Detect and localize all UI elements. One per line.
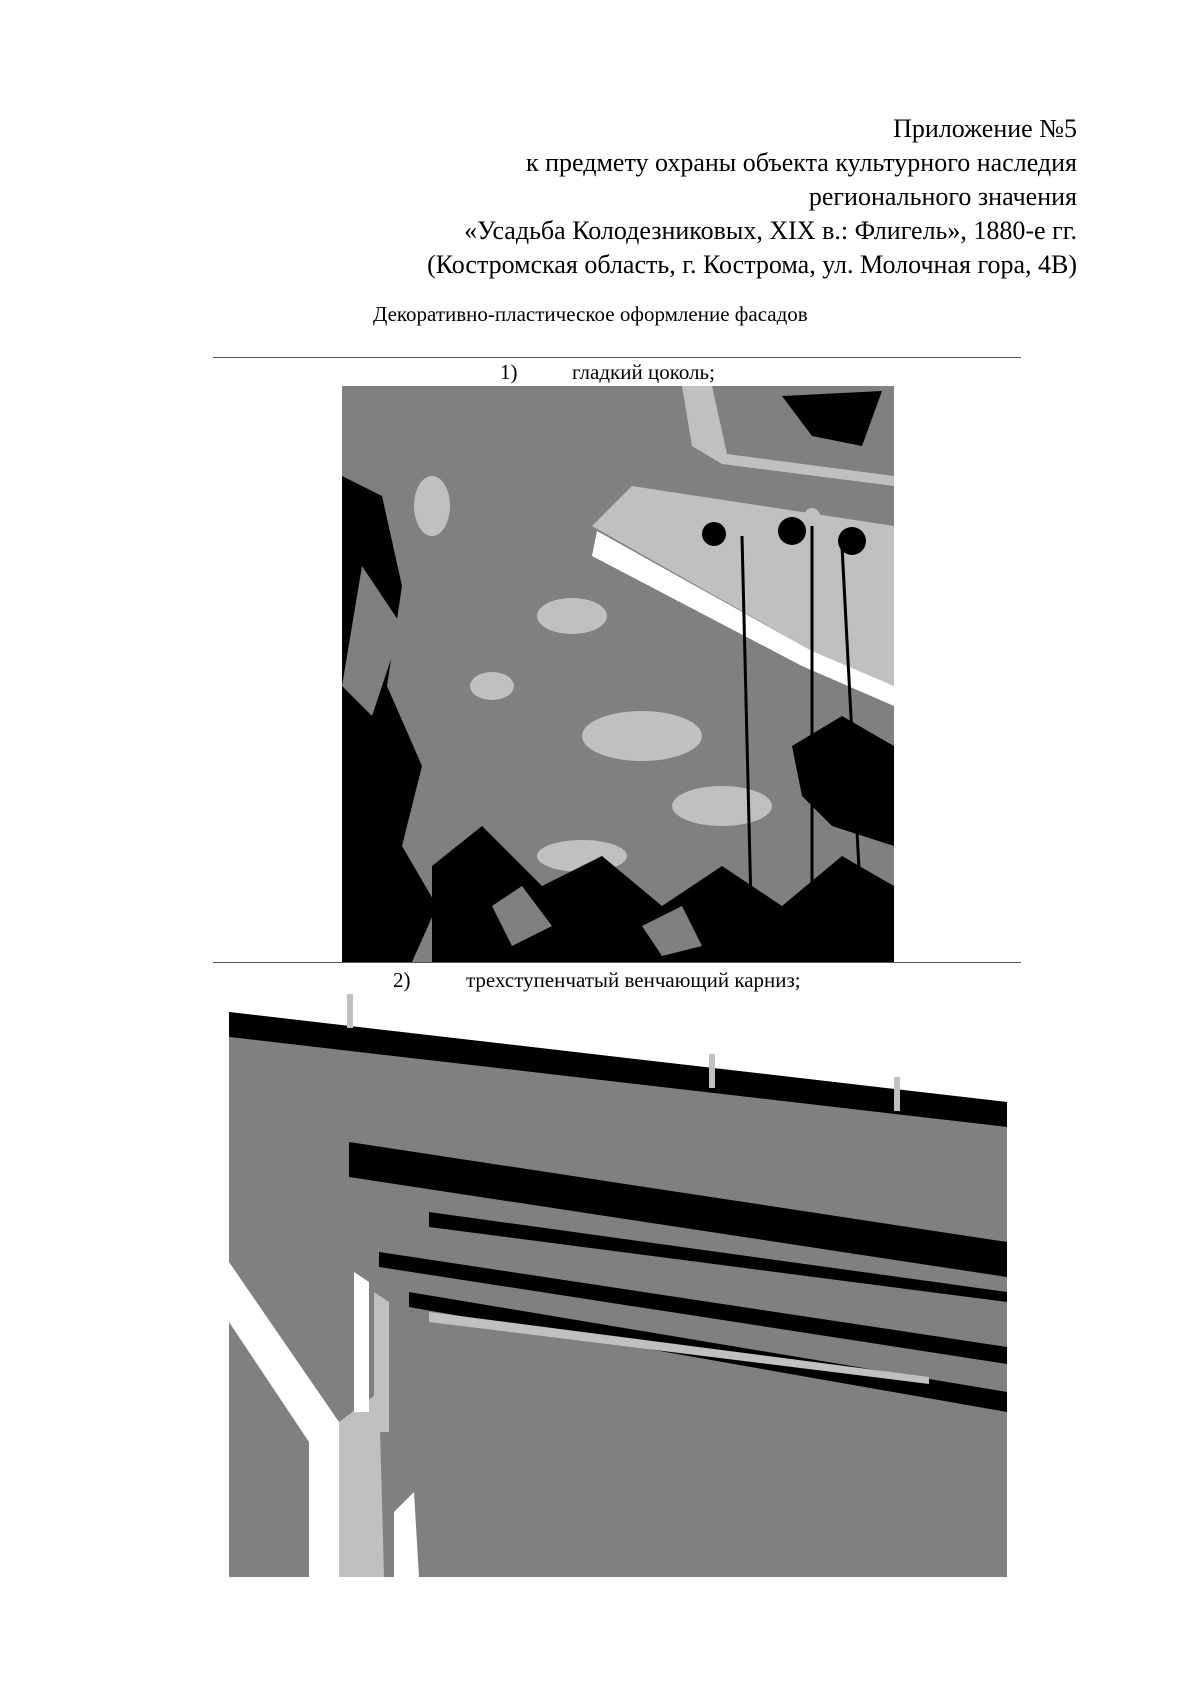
photo-cornice (229, 992, 1007, 1577)
header-line-address: (Костромская область, г. Кострома, ул. Молочная гора, 4В) (427, 250, 1077, 279)
item-1-number: 1) (500, 360, 518, 384)
appendix-header (427, 112, 1077, 282)
header-line-subject: к предмету охраны объекта культурного наследия (525, 148, 1077, 177)
header-line-object-name: «Усадьба Колодезниковых, XIX в.: Флигель», 1880-е гг. (464, 216, 1077, 245)
photo-plinth-image (342, 386, 894, 962)
item-1-text: гладкий цоколь; (572, 360, 715, 384)
item-2-text: трехступенчатый венчающий карниз; (466, 968, 801, 992)
table-divider-top (213, 357, 1021, 358)
header-line-appendix-number: Приложение №5 (893, 114, 1077, 143)
item-2-number: 2) (393, 968, 411, 992)
section-title: Декоративно-пластическое оформление фасадов (373, 302, 808, 326)
photo-plinth (342, 386, 894, 962)
table-divider-middle (213, 962, 1021, 963)
header-line-significance: регионального значения (808, 182, 1077, 211)
photo-cornice-image (229, 992, 1007, 1577)
